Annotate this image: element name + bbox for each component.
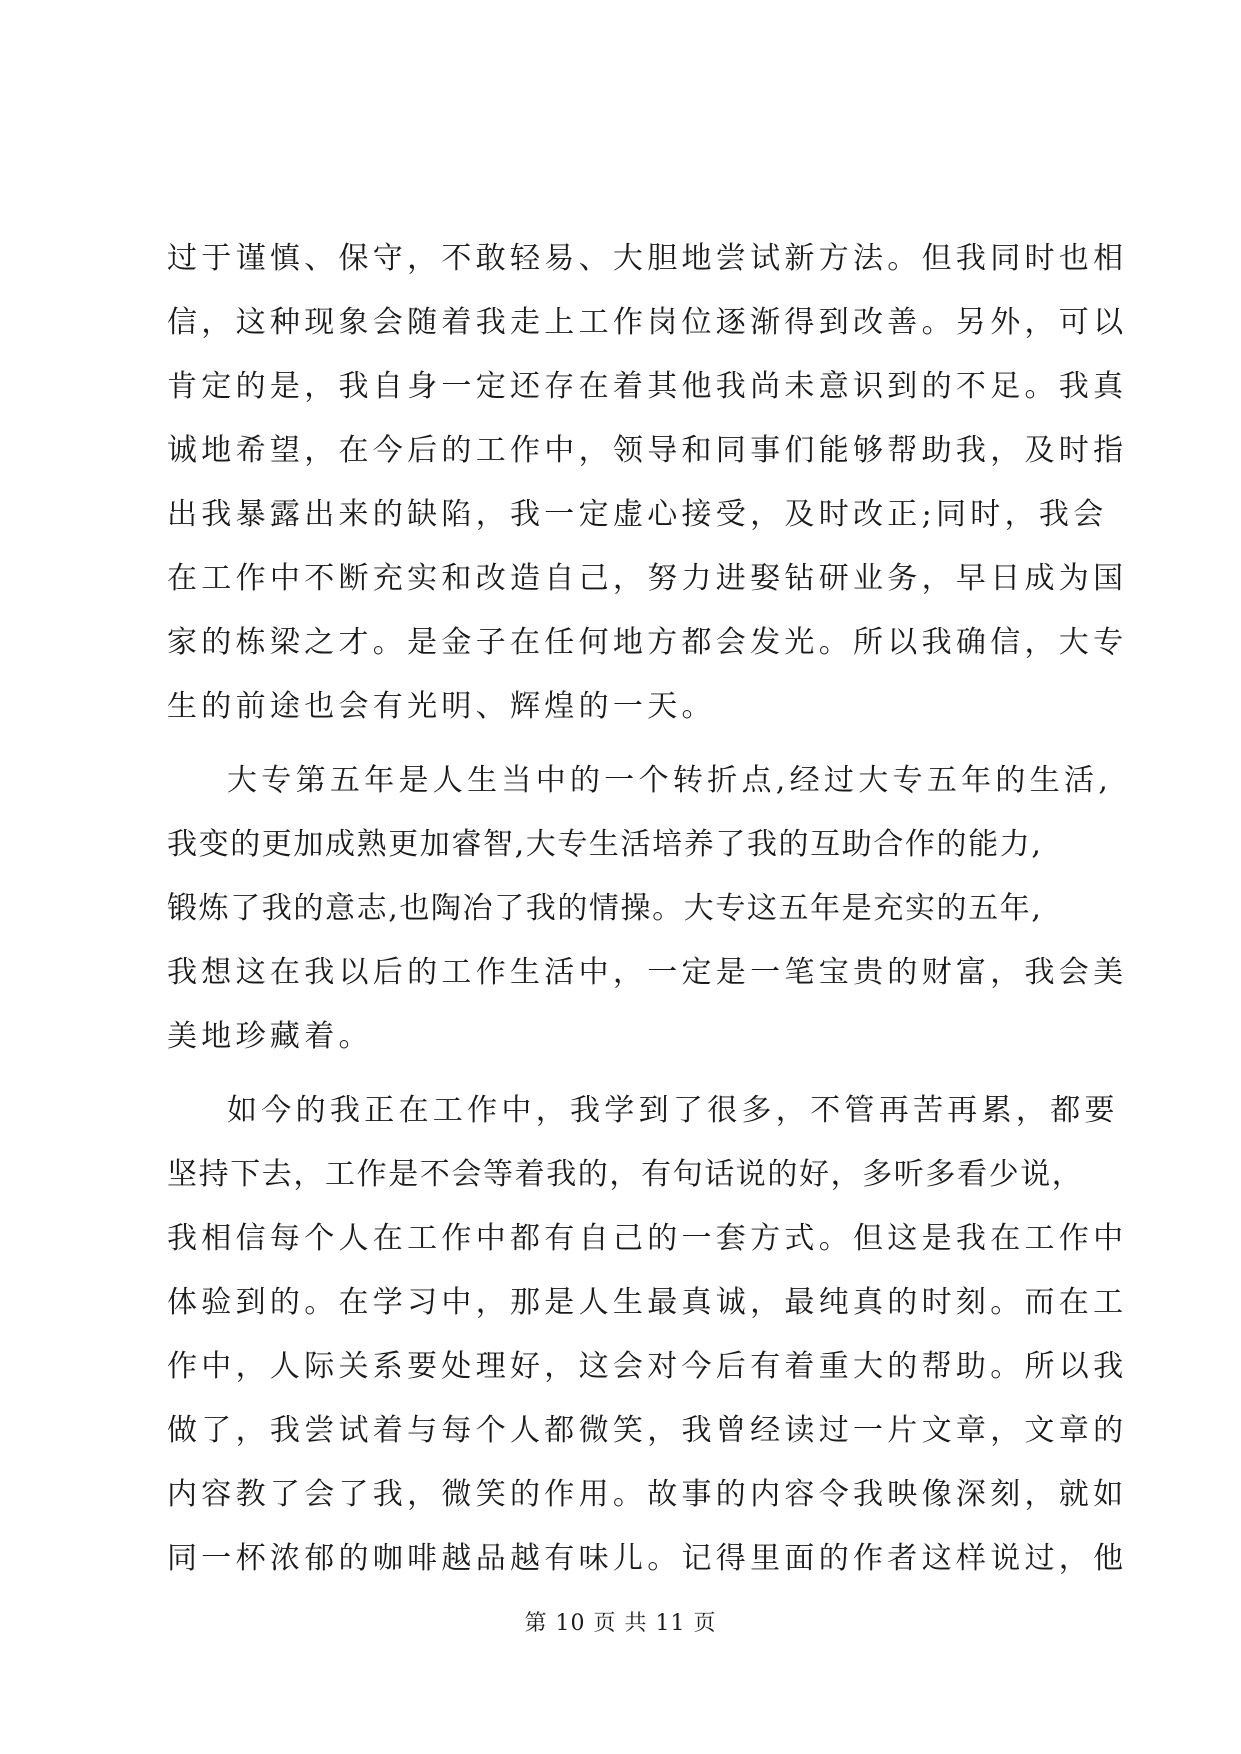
- paragraph: [167, 749, 1128, 1069]
- text-line: 我变的更加成熟更加睿智,大专生活培养了我的互助合作的能力,: [167, 827, 1043, 862]
- text-line: 在工作中不断充实和改造自己，努力进娶钻研业务，早日成为国: [167, 561, 1128, 596]
- text-line: 我想这在我以后的工作生活中，一定是一笔宝贵的财富，我会美: [167, 955, 1128, 990]
- text-line: 诚地希望，在今后的工作中，领导和同事们能够帮助我，及时指: [167, 433, 1128, 468]
- text-line: 美地珍藏着。: [167, 1019, 373, 1054]
- text-line: 信，这种现象会随着我走上工作岗位逐渐得到改善。另外，可以: [167, 305, 1128, 340]
- text-line: 出我暴露出来的缺陷，我一定虚心接受，及时改正;同时，我会: [167, 497, 1108, 532]
- text-line: 我相信每个人在工作中都有自己的一套方式。但这是我在工作中: [167, 1221, 1128, 1256]
- text-line: 生的前途也会有光明、辉煌的一天。: [167, 689, 716, 724]
- body-text: [167, 227, 1128, 1601]
- text-line: 肯定的是，我自身一定还存在着其他我尚未意识到的不足。我真: [167, 369, 1128, 404]
- paragraph: [167, 1079, 1128, 1591]
- text-line: 大专第五年是人生当中的一个转折点,经过大专五年的生活,: [227, 763, 1113, 798]
- text-line: 内容教了会了我，微笑的作用。故事的内容令我映像深刻，就如: [167, 1477, 1128, 1512]
- text-line: 做了，我尝试着与每个人都微笑，我曾经读过一片文章，文章的: [167, 1413, 1128, 1448]
- page-footer: 第 10 页 共 11 页: [524, 1611, 717, 1636]
- text-line: 作中，人际关系要处理好，这会对今后有着重大的帮助。所以我: [167, 1349, 1128, 1384]
- text-line: 体验到的。在学习中，那是人生最真诚，最纯真的时刻。而在工: [167, 1285, 1128, 1320]
- text-line: 过于谨慎、保守，不敢轻易、大胆地尝试新方法。但我同时也相: [167, 241, 1128, 276]
- text-line: 家的栋梁之才。是金子在任何地方都会发光。所以我确信，大专: [167, 625, 1128, 660]
- text-line: 坚持下去，工作是不会等着我的，有句话说的好，多听多看少说，: [167, 1157, 1084, 1192]
- paragraph: [167, 227, 1128, 739]
- text-line: 如今的我正在工作中，我学到了很多，不管再苦再累，都要: [227, 1093, 1119, 1128]
- text-line: 锻炼了我的意志,也陶冶了我的情操。大专这五年是充实的五年,: [167, 891, 1043, 926]
- text-line: 同一杯浓郁的咖啡越品越有味儿。记得里面的作者这样说过，他: [167, 1541, 1128, 1576]
